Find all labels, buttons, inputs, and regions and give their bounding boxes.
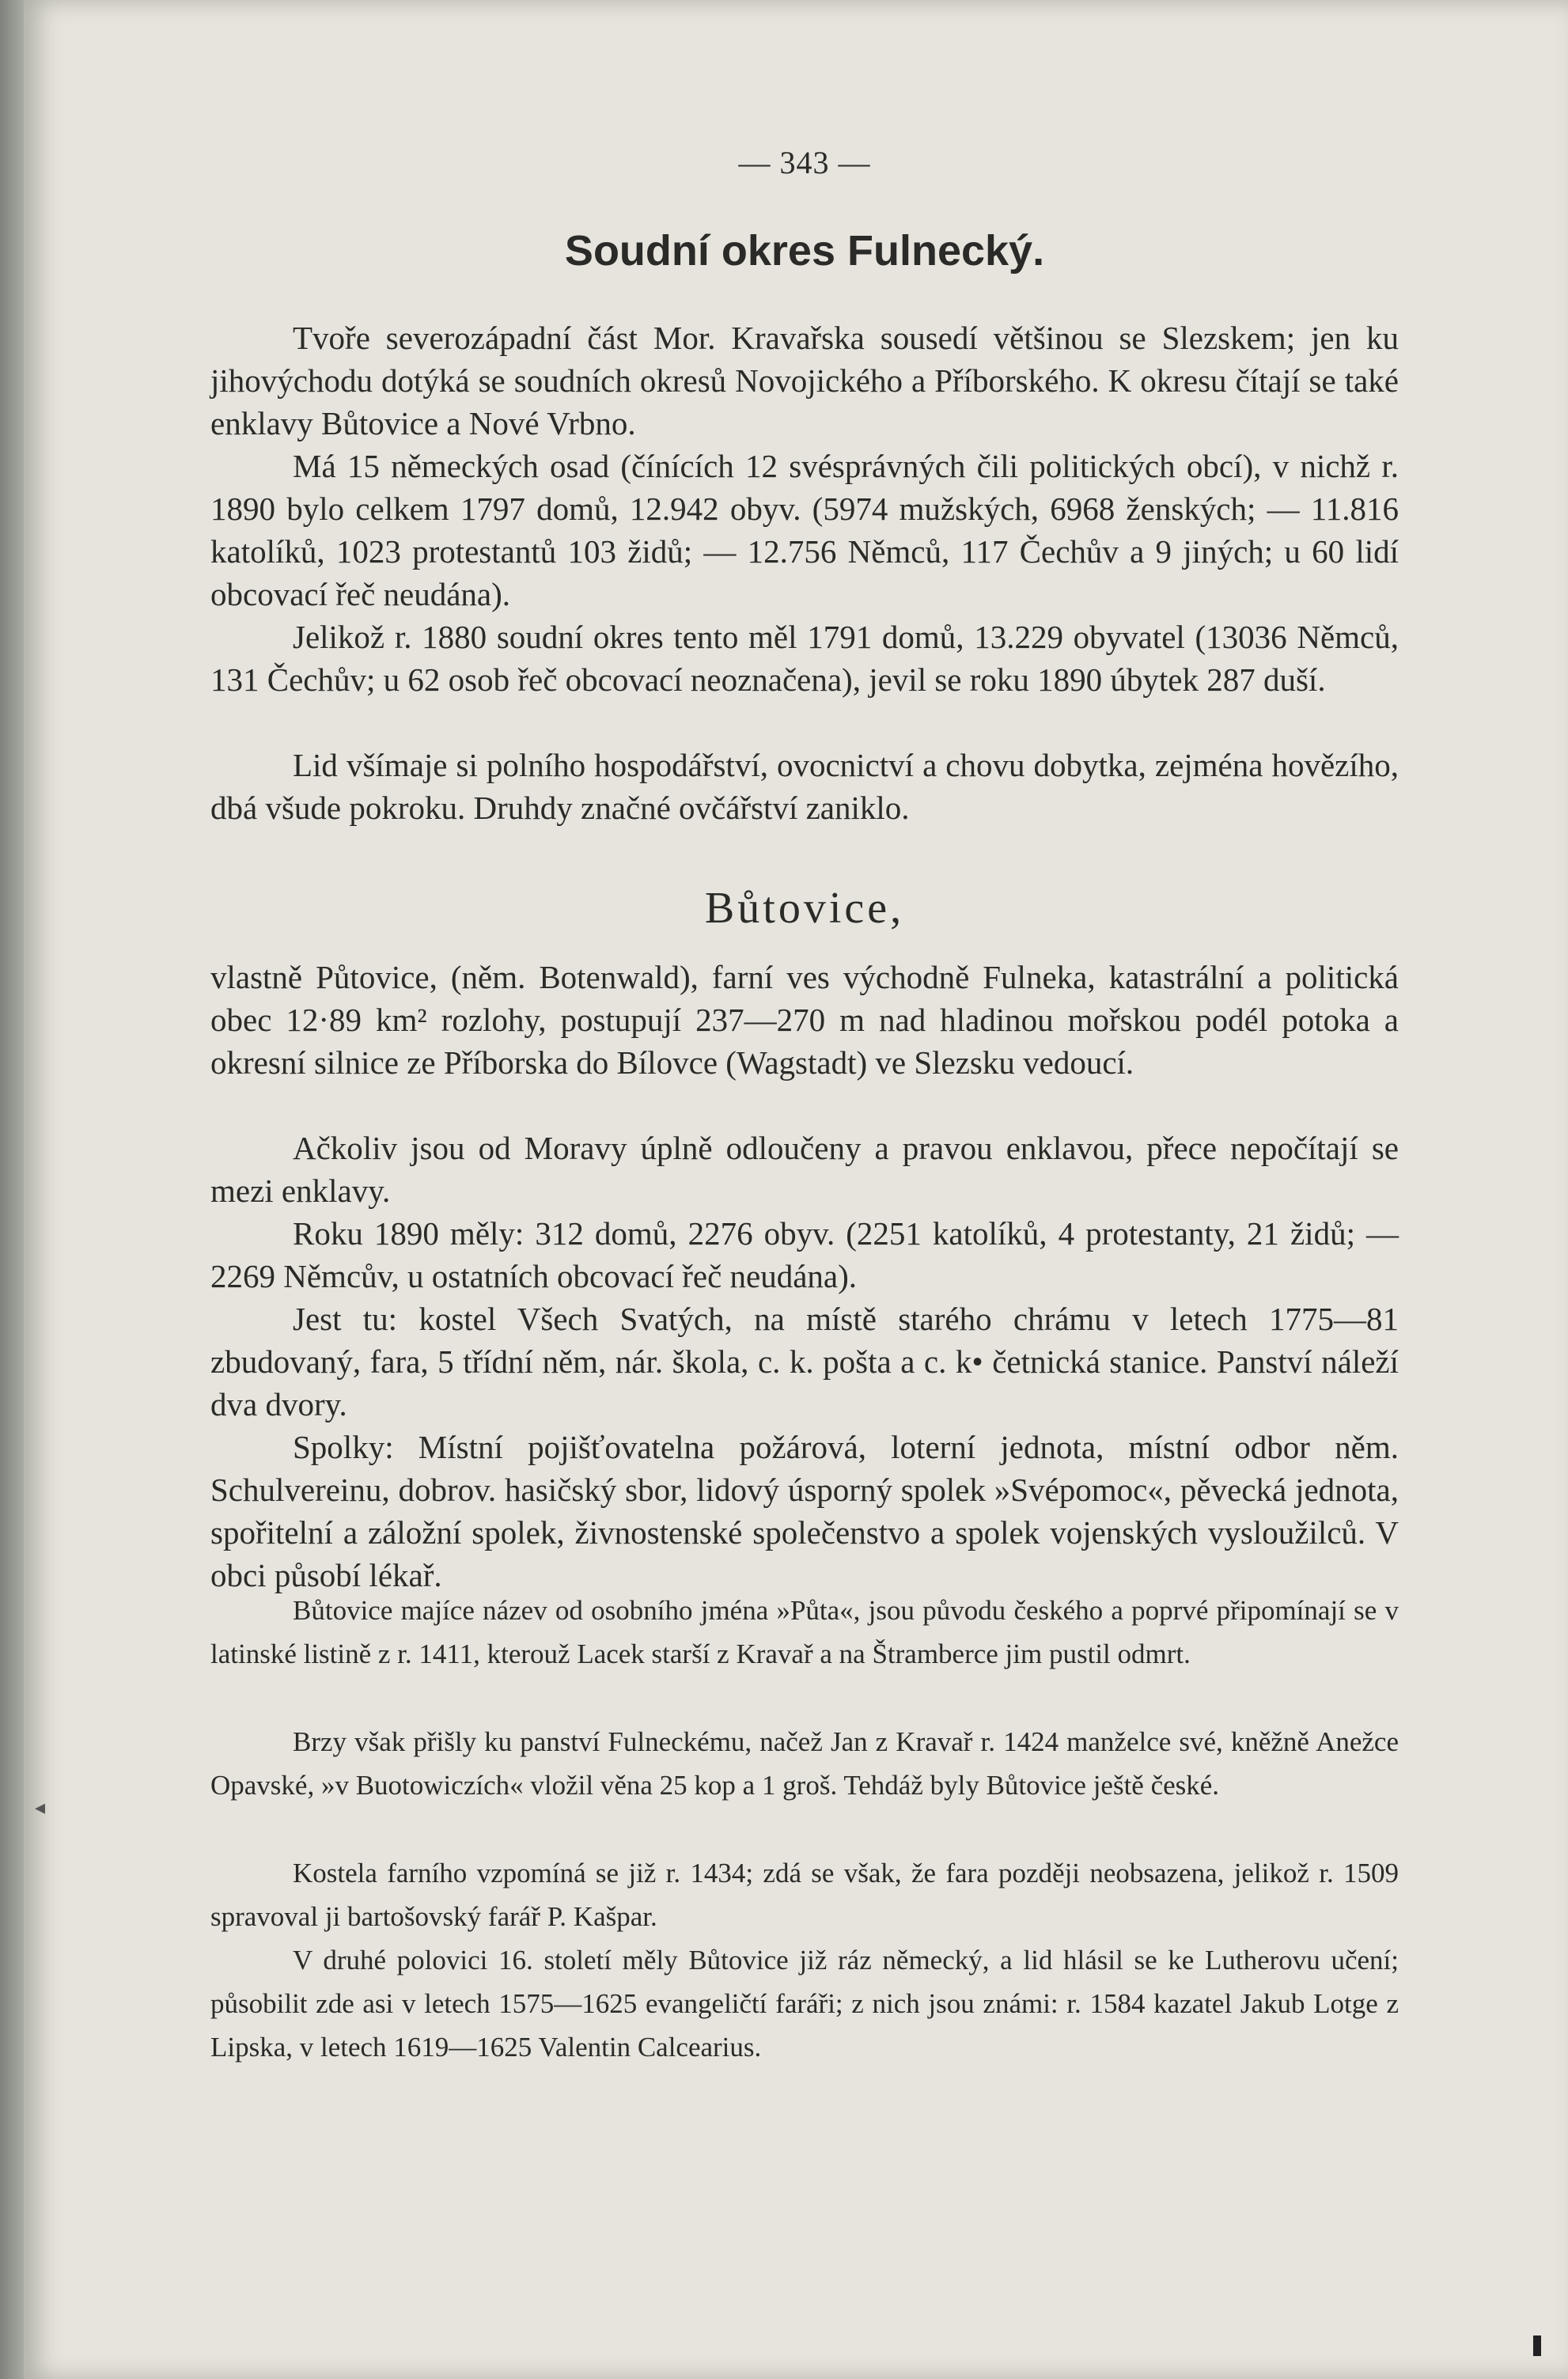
- intro-paragraph-1: Tvoře severozápadní část Mor. Kravařska sousedí většinou se Slezskem; jen ku jihovýchodu dotýká se soudních okresů Novojického a Příborského. K okresu čítají se také enklavy Bůtovice a Nové Vrbno.: [210, 320, 1399, 441]
- page-title: Soudní okres Fulnecký.: [564, 227, 1045, 275]
- binding-gutter: [0, 0, 24, 2379]
- history-paragraph-2: Brzy však přišly ku panství Fulneckému, načež Jan z Kravař r. 1424 manželce své, kněžně Anežce Opavské, »v Buotowiczích« vložil věna 25 kop a 1 groš. Tehdáž byly Bůtovice ještě české.: [210, 1726, 1399, 1801]
- corner-mark: [1533, 2335, 1541, 2356]
- section-paragraph-2: Ačkoliv jsou od Moravy úplně odloučeny a pravou enklavou, přece nepočítají se mezi enklavy.: [210, 1130, 1399, 1209]
- section-paragraph-3: Roku 1890 měly: 312 domů, 2276 obyv. (2251 katolíků, 4 protestanty, 21 židů; — 2269 Němcův, u ostatních obcovací řeč neudána).: [210, 1215, 1399, 1294]
- intro-paragraph-2: Má 15 německých osad (čínících 12 svésprávných čili politických obcí), v nichž r. 1890 bylo celkem 1797 domů, 12.942 obyv. (5974 mužských, 6968 ženských; — 11.816 katolíků, 1023 protestantů 103 židů; — 12.756 Němců, 117 Čechův a 9 jiných; u 60 lidí obcovací řeč neudána).: [210, 448, 1399, 612]
- history-paragraph-1: Bůtovice majíce název od osobního jména »Půta«, jsou původu českého a poprvé připomínají se v latinské listině z r. 1411, kterouž Lacek starší z Kravař a na Štramberce jim pustil odmrt.: [210, 1595, 1399, 1669]
- page-number: — 343 —: [738, 145, 871, 180]
- margin-mark: ◂: [35, 1796, 46, 1819]
- history-paragraph-4: V druhé polovici 16. století měly Bůtovice již ráz německý, a lid hlásil se ke Lutherovu učení; působilit zde asi v letech 1575—1625 evangeličtí faráři; z nich jsou známi: r. 1584 kazatel Jakub Lotge z Lipska, v letech 1619—1625 Valentin Calcearius.: [210, 1945, 1399, 2063]
- intro-paragraph-3: Jelikož r. 1880 soudní okres tento měl 1791 domů, 13.229 obyvatel (13036 Němců, 131 Čechův; u 62 osob řeč obcovací neoznačena), jevil se roku 1890 úbytek 287 duší.: [210, 619, 1399, 698]
- book-page: [24, 0, 1568, 2379]
- history-paragraph-3: Kostela farního vzpomíná se již r. 1434; zdá se však, že fara později neobsazena, jelikož r. 1509 spravoval ji bartošovský farář P. Kašpar.: [210, 1858, 1399, 1932]
- section-paragraph-1: vlastně Půtovice, (něm. Botenwald), farní ves východně Fulneka, katastrální a politická obec 12·89 km² rozlohy, postupují 237—270 m nad hladinou mořskou podél potoka a okresní silnice ze Příborska do Bílovce (Wagstadt) ve Slezsku vedoucí.: [210, 959, 1399, 1081]
- section-paragraph-5: Spolky: Místní pojišťovatelna požárová, loterní jednota, místní odbor něm. Schulvereinu, dobrov. hasičský sbor, lidový úsporný spolek »Svépomoc«, pěvecká jednota, spořitelní a záložní spolek, živnostenské společenstvo a spolek vojenských vysloužilců. V obci působí lékař.: [210, 1429, 1399, 1593]
- section-paragraph-4: Jest tu: kostel Všech Svatých, na místě starého chrámu v letech 1775—81 zbudovaný, fara, 5 třídní něm, nár. škola, c. k. pošta a c. k• četnická stanice. Panství náleží dva dvory.: [210, 1301, 1399, 1422]
- intro-paragraph-4: Lid všímaje si polního hospodářství, ovocnictví a chovu dobytka, zejména hovězího, dbá všude pokroku. Druhdy značné ovčářství zaniklo.: [210, 747, 1399, 826]
- section-title: Bůtovice,: [704, 884, 905, 933]
